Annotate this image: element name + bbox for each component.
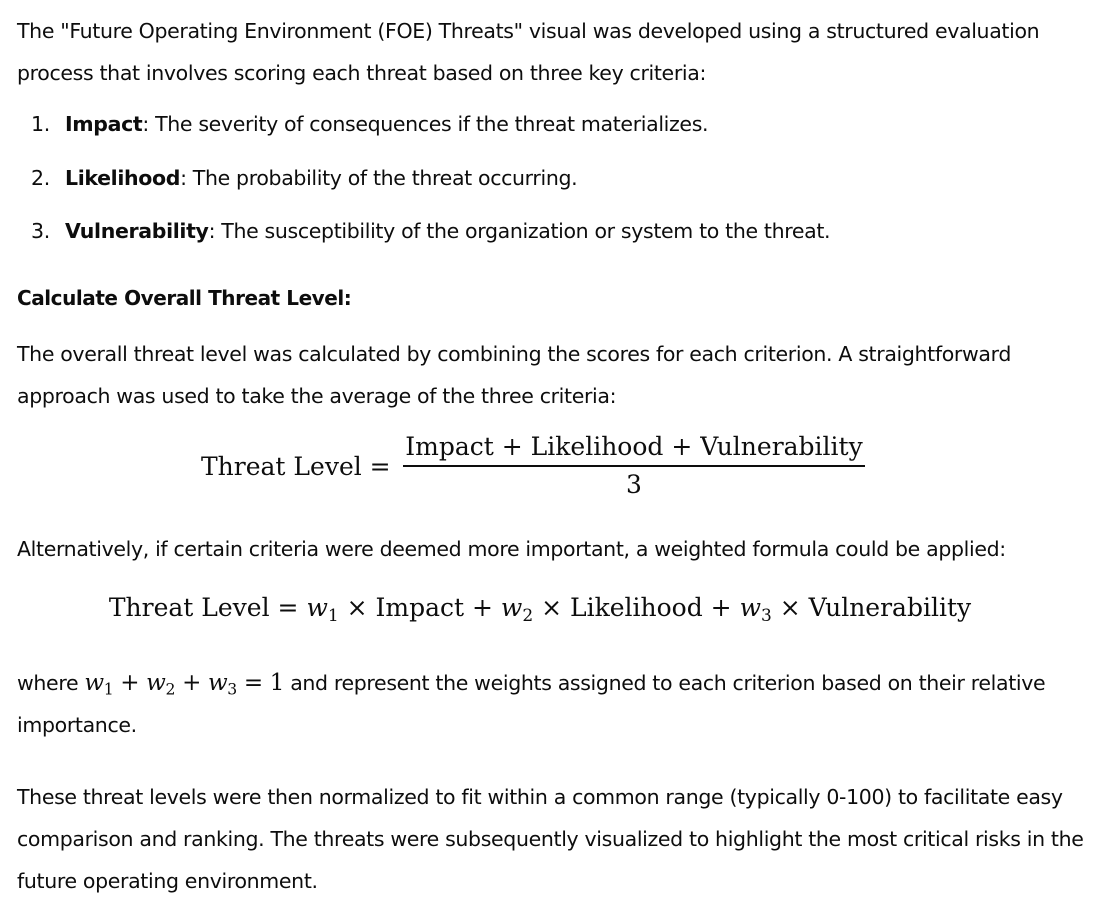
weight-symbol: w xyxy=(500,593,523,622)
weighted-intro-paragraph: Alternatively, if certain criteria were deemed more important, a weighted formula could be applied: xyxy=(17,537,1006,561)
weight-subscript: 3 xyxy=(760,606,772,627)
section-paragraph: The overall threat level was calculated by combining the scores for each criterion. A straightforward approach was used to take the average of the three criteria: xyxy=(17,342,1012,408)
formula-fraction xyxy=(403,430,865,501)
plus-operator: + xyxy=(175,670,208,696)
list-number: 2. xyxy=(31,165,50,190)
list-item-likelihood xyxy=(17,157,1097,199)
times-operator: × xyxy=(533,593,570,622)
weight-subscript: 2 xyxy=(165,679,176,699)
term-vulnerability: Vulnerability xyxy=(808,593,972,622)
list-number: 1. xyxy=(31,112,50,136)
criterion-term: Vulnerability xyxy=(65,219,209,243)
where-suffix: and represent the weights assigned to each criterion based on their relative importance. xyxy=(17,671,1046,737)
formula-lhs: Threat Level = xyxy=(108,593,307,622)
plus-operator: + xyxy=(464,593,501,622)
plus-operator: + xyxy=(113,670,147,696)
weight-symbol: w xyxy=(306,593,328,622)
weight-subscript: 2 xyxy=(522,606,534,627)
times-operator: × xyxy=(338,593,376,622)
weight-subscript: 1 xyxy=(327,606,339,627)
list-item-impact xyxy=(17,103,1097,145)
weighted-formula xyxy=(0,590,1080,626)
fraction-numerator: Impact + Likelihood + Vulnerability xyxy=(405,432,863,461)
average-formula xyxy=(0,430,1080,504)
list-number: 3. xyxy=(31,219,50,243)
content xyxy=(17,10,1097,417)
weights-sum-math xyxy=(84,670,285,699)
section-heading: Calculate Overall Threat Level: xyxy=(17,286,352,310)
weight-subscript: 1 xyxy=(103,679,114,699)
plus-operator: + xyxy=(702,593,740,622)
intro-paragraph: The "Future Operating Environment (FOE) Threats" visual was developed using a structured evaluation process that involves scoring each threat based on three key criteria: xyxy=(17,19,1040,85)
closing-paragraph: These threat levels were then normalized to fit within a common range (typically 0-100) to facilitate easy comparison and ranking. The threats were subsequently visualized to highlight the most critical risks in the future operating environment. xyxy=(17,785,1084,893)
times-operator: × xyxy=(771,593,809,622)
weight-symbol: w xyxy=(207,670,228,696)
where-prefix: where xyxy=(17,671,85,695)
term-likelihood: Likelihood xyxy=(569,593,703,622)
criterion-description: : The probability of the threat occurring. xyxy=(180,165,578,190)
criterion-term: Likelihood xyxy=(65,165,181,190)
formula-lhs: Threat Level = xyxy=(201,452,391,481)
list-item-vulnerability xyxy=(17,210,1097,252)
weight-symbol: w xyxy=(739,593,761,622)
equals-one: = 1 xyxy=(236,670,285,696)
where-paragraph-block xyxy=(0,662,1080,746)
criterion-description: : The susceptibility of the organization or system to the threat. xyxy=(208,219,831,243)
term-impact: Impact xyxy=(375,593,465,622)
criteria-list xyxy=(17,103,1097,252)
fraction-bar xyxy=(403,465,865,467)
where-paragraph xyxy=(17,662,1047,746)
weight-subscript: 3 xyxy=(227,679,237,699)
weight-symbol: w xyxy=(146,670,166,696)
weight-symbol: w xyxy=(84,670,104,696)
criterion-description: : The severity of consequences if the threat materializes. xyxy=(142,112,709,136)
closing-block xyxy=(0,776,1084,902)
criterion-term: Impact xyxy=(65,112,143,136)
fraction-denominator: 3 xyxy=(626,469,642,499)
